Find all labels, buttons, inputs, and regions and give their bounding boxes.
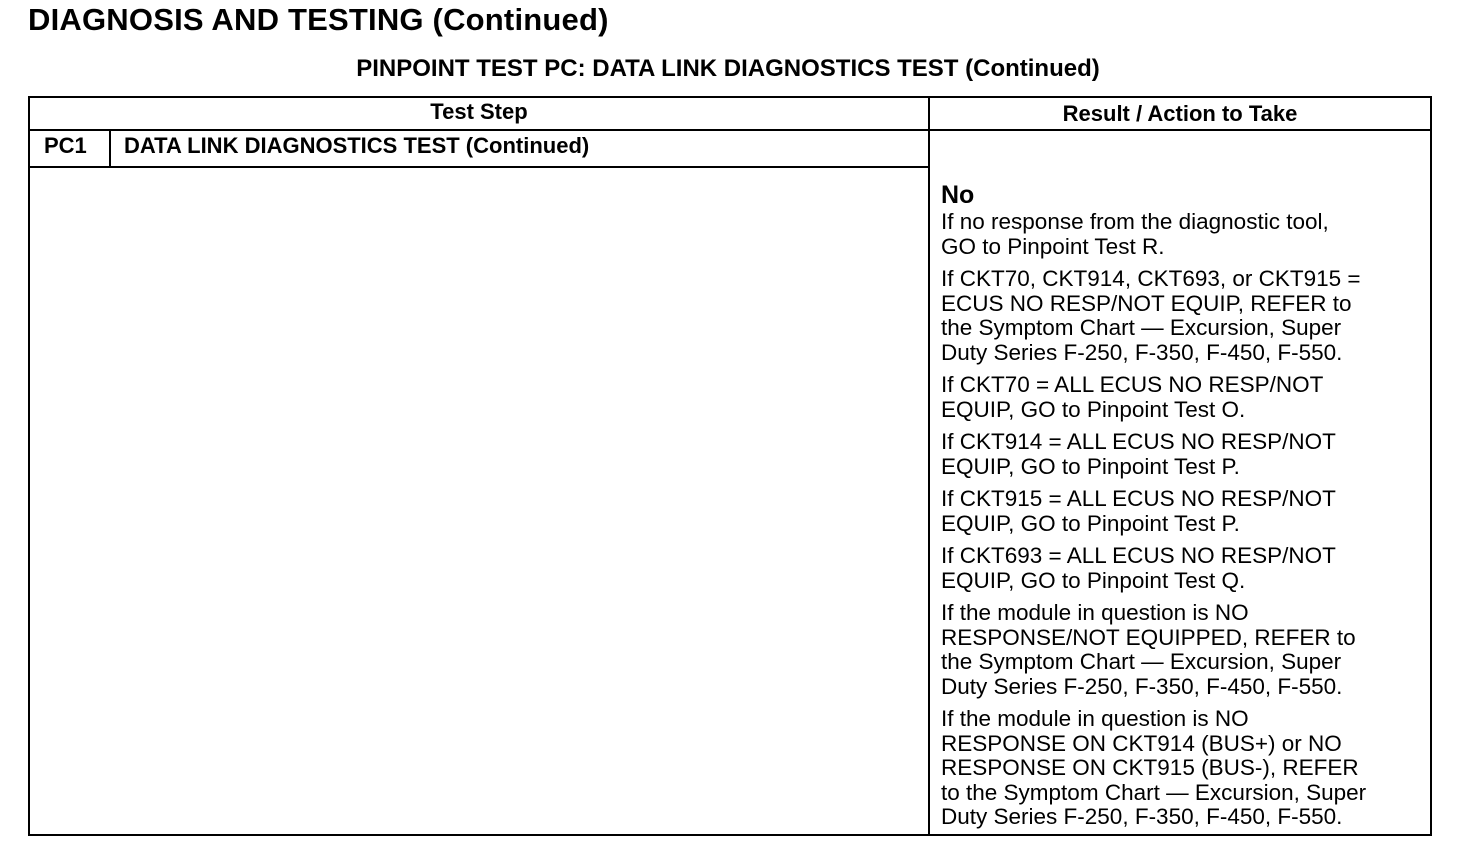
column-divider xyxy=(928,96,930,836)
pinpoint-test-title: PINPOINT TEST PC: DATA LINK DIAGNOSTICS TEST (Continued) xyxy=(356,55,1100,82)
result-label: No xyxy=(941,181,975,209)
result-item: If no response from the diagnostic tool, GO to Pinpoint Test R. xyxy=(941,209,1329,259)
result-item: If CKT914 = ALL ECUS NO RESP/NOT EQUIP, GO to Pinpoint Test P. xyxy=(941,429,1336,479)
result-item: If CKT693 = ALL ECUS NO RESP/NOT EQUIP, GO to Pinpoint Test Q. xyxy=(941,543,1336,593)
column-header-test-step: Test Step xyxy=(430,99,528,124)
result-column xyxy=(941,180,1427,838)
result-item: If the module in question is NO RESPONSE ON CKT914 (BUS+) or NO RESPONSE ON CKT915 (BUS-), REFER to the Symptom Chart — Excursion, Super Duty Series F-250, F-350, F-450, F-550. xyxy=(941,706,1367,829)
step-id: PC1 xyxy=(44,133,87,158)
result-item: If CKT70 = ALL ECUS NO RESP/NOT EQUIP, GO to Pinpoint Test O. xyxy=(941,372,1324,422)
result-item: If CKT915 = ALL ECUS NO RESP/NOT EQUIP, GO to Pinpoint Test P. xyxy=(941,486,1336,536)
result-item: If CKT70, CKT914, CKT693, or CKT915 = ECUS NO RESP/NOT EQUIP, REFER to the Symptom Chart — Excursion, Super Duty Series F-250, F-350, F-450, F-550. xyxy=(941,266,1361,365)
section-heading: DIAGNOSIS AND TESTING (Continued) xyxy=(28,2,609,37)
column-header-result-action: Result / Action to Take xyxy=(1062,101,1298,126)
header-rule xyxy=(28,129,1432,131)
step-row-rule xyxy=(28,166,928,168)
step-title: DATA LINK DIAGNOSTICS TEST (Continued) xyxy=(124,133,590,158)
result-item: If the module in question is NO RESPONSE/NOT EQUIPPED, REFER to the Symptom Chart — Excursion, Super Duty Series F-250, F-350, F-450, F-550. xyxy=(941,600,1356,699)
step-id-divider xyxy=(109,129,111,168)
